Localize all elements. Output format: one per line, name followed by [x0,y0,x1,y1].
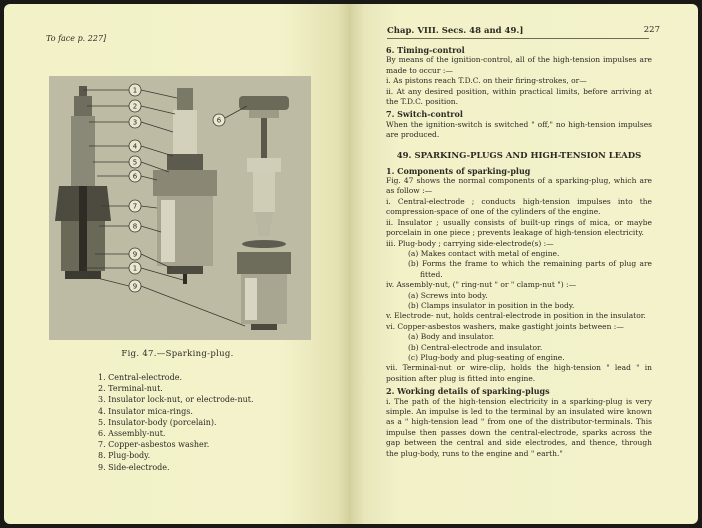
callout-2 [129,100,141,112]
sub-list-item: (b) Clamps insulator in position in the body. [408,300,575,310]
sub-list-item: (c) Plug-body and plug-seating of engine. [408,352,565,362]
svg-text:8: 8 [132,222,138,231]
callout-9b [129,280,141,292]
legend-item: 5. Insulator-body (porcelain). [98,417,217,427]
svg-text:2: 2 [132,102,138,111]
callout-7 [129,200,141,212]
left-page [4,4,351,524]
legend-item: 2. Terminal-nut. [98,384,163,394]
section-heading: 6. Timing-control [386,45,465,55]
svg-text:1: 1 [132,86,138,95]
svg-text:4: 4 [132,142,138,151]
paragraph: When the ignition-switch is switched " off," no high-tension impulses are produced. [386,119,652,140]
svg-text:7: 7 [132,202,138,211]
header-rule [387,38,649,39]
svg-text:6: 6 [132,172,138,181]
chapter-title: 49. SPARKING-PLUGS AND HIGH-TENSION LEADS [396,150,642,161]
list-item: vii. Terminal-nut or wire-clip, holds the high-tension " lead " in position after plug is fitted into engine. [386,363,652,383]
list-item: iv. Assembly-nut, (" ring-nut " or " clamp-nut ") :— [386,280,577,290]
list-item: i. As pistons reach T.D.C. on their firing-strokes, or— [386,76,587,86]
to-face-note: To face p. 227] [46,34,107,43]
list-item: ii. Insulator ; usually consists of built-up rings of mica, or maybe porcelain in one piece ; prevents leakage of high-tension electricity. [386,217,652,238]
svg-text:9: 9 [132,250,138,259]
svg-text:1: 1 [132,264,138,273]
svg-text:3: 3 [132,118,138,127]
callout-3 [129,116,141,128]
sub-list-item: (a) Makes contact with metal of engine. [408,248,560,258]
list-item: i. Central-electrode ; conducts high-tension impulses into the compression-space of one of the cylinders of the engine. [386,196,652,217]
legend-item: 8. Plug-body. [98,451,151,461]
sparking-plug-diagram [49,76,311,340]
svg-text:9: 9 [132,282,138,291]
svg-text:5: 5 [132,158,138,167]
list-item: iii. Plug-body ; carrying side-electrode(s) :— [386,238,554,248]
section-heading: 7. Switch-control [386,109,463,120]
legend-item: 7. Copper-asbestos washer. [98,440,210,450]
section-heading: 2. Working details of sparking-plugs [386,386,550,397]
paragraph: By means of the ignition-control, all of the high-tension impulses are made to occur :— [386,55,652,75]
list-item: v. Electrode- nut, holds central-electrode in position in the insulator. [386,311,646,321]
legend-item: 4. Insulator mica-rings. [98,406,193,416]
sparking-plug-illustration [49,76,311,340]
figure-legend [98,372,254,473]
sub-list-item: (a) Body and insulator. [408,332,495,342]
callout-9 [129,248,141,260]
legend-item: 6. Assembly-nut. [98,429,166,439]
page-body [386,43,652,459]
sub-list-item: (b) Central-electrode and insulator. [408,342,543,352]
callout-4 [129,140,141,152]
callout-8 [129,220,141,232]
svg-text:6: 6 [216,116,222,125]
legend-item: 1. Central-electrode. [98,373,183,382]
sub-list-item: (a) Screws into body. [408,290,488,300]
legend-item: 3. Insulator lock-nut, or electrode-nut. [98,395,254,405]
sub-list-item: (b) Forms the frame to which the remaining parts of plug are fitted. [408,259,652,279]
paragraph: i. The path of the high-tension electricity in a sparking-plug is very simple. An impulse is led to the terminal by an insulated wire known as a " high-tension lead " from one of the distributor-terminals. This impulse then passes down the central-electrode, sparks across the gap between the central and side electrodes, and thence, through the plug-body, runs to the engine and " earth." [386,396,652,458]
paragraph: Fig. 47 shows the normal components of a sparking-plug, which are as follow :— [386,176,652,196]
list-item: vi. Copper-asbestos washers, make gastight joints between :— [386,321,624,331]
callout-5 [129,156,141,168]
section-heading: 1. Components of sparking-plug [386,165,531,176]
callout-6b [213,114,225,126]
list-item: ii. At any desired position, within practical limits, before arriving at the T.D.C. position. [386,86,652,107]
figure-caption: Fig. 47.—Sparking-plug. [121,349,234,359]
callout-1b [129,262,141,274]
page-number: 227 [643,25,660,35]
callout-6 [129,170,141,182]
callout-1 [129,84,141,96]
running-head: Chap. VIII. Secs. 48 and 49.] [387,26,524,36]
legend-item: 9. Side-electrode. [98,462,170,472]
